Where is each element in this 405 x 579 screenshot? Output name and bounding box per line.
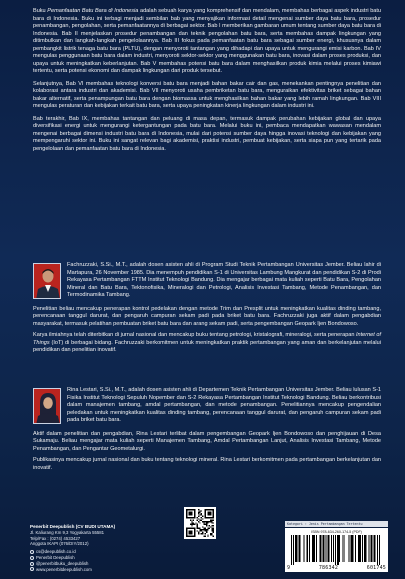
person-portrait-icon — [34, 264, 61, 299]
contact-email: cs@deepublish.co.id — [30, 549, 180, 555]
globe-icon — [30, 567, 34, 571]
barcode-icon — [291, 535, 382, 565]
contact-instagram: @penerbitbuku_deepublish — [30, 561, 180, 567]
barcode-digits — [287, 565, 386, 571]
publisher-name: Penerbit Deepublish (CV BUDI UTAMA) — [30, 524, 116, 529]
isbn-number: ISBN 978-634-260-174-5 (PDF) — [311, 530, 362, 534]
isbn-barcode — [285, 528, 388, 572]
facebook-icon — [30, 556, 34, 560]
publisher-info — [30, 524, 180, 572]
contact-website: www.penerbitdeepublish.com — [30, 567, 180, 573]
barcode-digit-right: 601745 — [366, 565, 386, 571]
synopsis-paragraph-1: Buku Pemanfaatan Batu Bara di Indonesia adalah sebuah karya yang komprehensif dan mendalam, membahas berbagai aspek industri batu bara di Indonesia. Buku ini terbagi menjadi sembilan bab yang menyajikan informasi detail mengenai sumber daya batu bara, prosedur penambangan, pengolahan, serta pemanfaatannya di berbagai sektor. Bab I memberikan gambaran umum tentang sumber daya batu bara di Indonesia. Bab II menjelaskan prosedur penambangan dan teknik pengolahan batu bara, serta membahas dampak lingkungan yang ditimbulkan dan langkah-langkah pengelolaannya. Bab III fokus pada pemanfaatan batu bara sebagai sumber energi, khususnya dalam pembangkit listrik tenaga batu bara (PLTU), dengan menyoroti tantangan yang dihadapi dan upaya untuk mengurangi emisi karbon. Bab IV mengulas penggunaan batu bara dalam industri, menyoroti sektor-sektor yang menggunakan batu bara, inovasi dalam proses produksi, dan upaya untuk meningkatkan keberlanjutan. Bab V membahas potensi batu bara dalam menghasilkan produk kimia melalui proses kimiawi tertentu, serta potensi ekonomi dan dampak lingkungan dari produk tersebut. — [33, 8, 381, 74]
author-photo-fachruzzaki — [33, 263, 61, 299]
author-bio-fachruzzaki — [33, 262, 381, 359]
book-synopsis — [33, 8, 381, 153]
barcode-digit-left: 786342 — [318, 565, 339, 571]
book-category: Kategori : Jenis Pertambangan Tertentu — [285, 521, 388, 527]
synopsis-paragraph-2: Selanjutnya, Bab VI membahas teknologi konversi batu bara menjadi bahan bakar cair dan gas, menekankan pentingnya penelitian dan kolaborasi antara industri dan akademisi. Bab VII menyoroti usaha pembriketan batu bara, menguraikan efektivitas briket sebagai bahan bakar alternatif, serta penampungan batu bara dengan biomassa untuk menghasilkan bahan bakar yang lebih ramah lingkungan. Bab VIII mengulas peraturan dan kebijakan terkait batu bara, serta upaya peningkatan kinerja lingkungan dalam industri ini. — [33, 80, 381, 109]
author1-paragraph-1: Fachruzzaki, S.Si., M.T., adalah dosen asisten ahli di Program Studi Teknik Pertambangan Universitas Jember. Beliau lahir di Martapura, 26 November 1985. Dia menempuh pendidikan S-1 di Universitas Lambung Mangkurat dan pendidikan S-2 di Prodi Rekayasa Pertambangan FTTM Institut Teknologi Bandung. Dia mengajar berbagai mata kuliah seperti Batu Bara, Pengolahan Mineral dan Batu Bara, Tektonofisika, Mineralogi dan Petrologi, Analisis Investasi Tambang, Metode Penambangan, dan Termodinamika Tambang. — [67, 262, 381, 298]
italic-title: Pemanfaatan Batu Bara di Indonesia — [47, 8, 139, 14]
publisher-ikapi: Anggota IKAPI (076/DIY/2012) — [30, 541, 89, 547]
barcode-digit-lead: 9 — [287, 565, 291, 571]
author2-paragraph-1: Rina Lestari, S.Si., M.T., adalah dosen asisten ahli di Departemen Teknik Pertambangan Universitas Jember. Beliau lulusan S-1 Fisika Institut Teknologi Sepuluh Nopember dan S-2 Rekayasa Pertambangan Institut Teknologi Bandung. Beliau berkontribusi dalam manajemen tambang, amdal pertambangan, dan metode penambangan. Penelitiannya mencakup pengendalian peledakan untuk meningkatkan kualitas dinding tambang, perencanaan tanggul darurat, dan pengaruh campuran sekam padi pada briket batu bara. — [67, 387, 381, 423]
author1-paragraph-2: Penelitian beliau mencakup penerapan kontrol pedelakan dengan metode Trim dan Presplit untuk meningkatkan kualitas dinding tambang, perencanaan tanggul darurat, dan pengaruh campuran sekam padi pada briket batu bara. Fachruzzaki juga aktif dalam pengabdian masyarakat, termasuk pelatihan pembuatan briket batu bara dan arang sekam padi, serta pengembangan Geopark Ijen Bondowoso. — [33, 305, 381, 327]
italic-title: Internet of Things — [33, 332, 381, 346]
author-photo-rina-lestari — [33, 388, 61, 424]
contact-facebook: Penerbit Deepublish — [30, 555, 180, 561]
qr-code-icon — [186, 509, 214, 537]
author2-paragraph-2: Aktif dalam penelitian dan pengabdian, Rina Lestari terlibat dalam pengembangan Geopark Ijen Bondowoso dan penghijauan di Desa Sukamaju. Beliau mengajar mata kuliah seperti Manajemen Tambang, Amdal Pertambangan Lanjut, Analisis Investasi Tambang, Metode Penambangan, dan Pengantar Geometalurgi. — [33, 430, 381, 452]
publisher-address: Jl. Kaliurang Km 9,3 Yogyakarta 55581 — [30, 529, 105, 535]
email-icon — [30, 550, 34, 554]
person-portrait-icon — [34, 389, 61, 424]
synopsis-paragraph-3: Bab terakhir, Bab IX, membahas tantangan dan peluang di masa depan, termasuk dampak perubahan kebijakan global dan upaya diversifikasi energi untuk mengurangi ketergantungan pada batu bara. Melalui buku ini, pembaca mendapatkan wawasan mendalam mengenai berbagai dimensi industri batu bara di Indonesia, mulai dari potensi sumber daya hingga inovasi teknologi dan kebijakan yang mempengaruhi sektor ini. Buku ini sangat relevan bagi akademisi, praktisi industri, pembuat kebijakan, serta siapa pun yang tertarik pada pengelolaan dan pemanfaatan batu bara di Indonesia. — [33, 115, 381, 152]
publisher-phone: Telp/Fax : (0274) 4533427 — [30, 535, 81, 541]
qr-code — [184, 507, 216, 539]
author2-paragraph-3: Publikasinya mencakup jurnal nasional dan buku tentang teknologi mineral. Rina Lestari berkomitmen pada pertambangan berkelanjutan dan inovatif. — [33, 457, 381, 471]
author1-paragraph-3: Karya ilmiahnya telah diterbitkan di jurnal nasional dan mencakup buku tentang petrologi, kristalografi, mineralogi, serta penerapan Internet of Things (IoT) di berbagai bidang. Fachruzzaki berkomitmen untuk meningkatkan praktik pertambangan yang aman dan berkelanjutan melalui pendidikan dan penelitian inovatif. — [33, 332, 381, 353]
author-bio-rina-lestari — [33, 387, 381, 476]
instagram-icon — [30, 562, 34, 566]
